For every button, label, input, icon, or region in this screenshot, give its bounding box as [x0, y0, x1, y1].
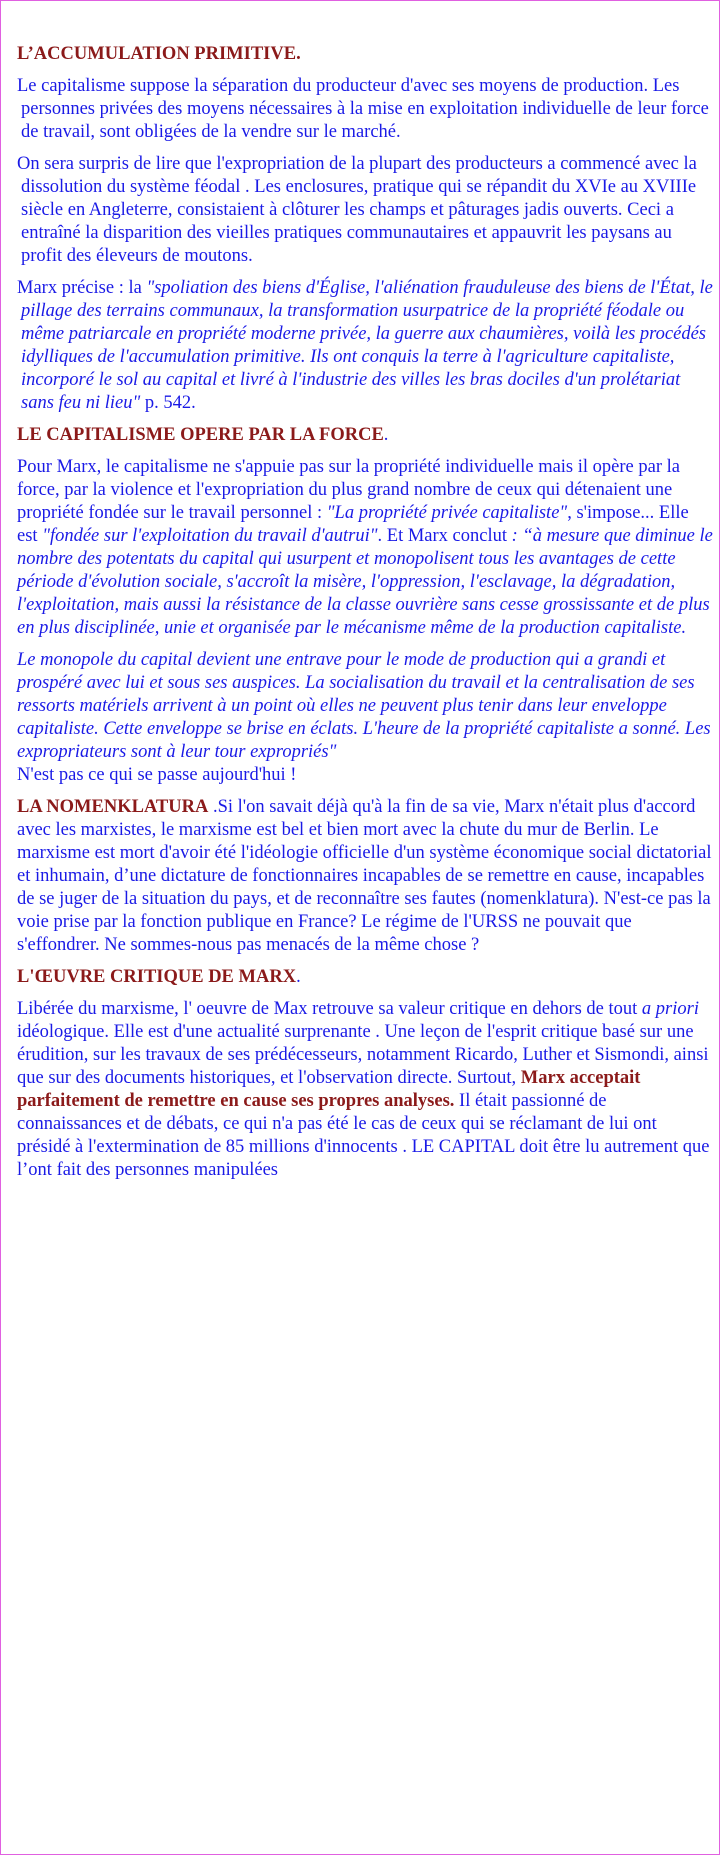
force-text-b: , s'impose... Elle est: [17, 503, 689, 546]
heading-capitalisme-force: LE CAPITALISME OPERE PAR LA FORCE.: [17, 425, 389, 445]
heading-accumulation-primitive: L’ACCUMULATION PRIMITIVE.: [17, 44, 301, 64]
paragraph-nomenklatura: [17, 796, 713, 957]
document-body: [17, 43, 713, 1191]
quote-exploitation: "fondée sur l'exploitation du travail d'autrui": [42, 526, 378, 546]
paragraph-expropriation: On sera surpris de lire que l'expropriation de la plupart des producteurs a commencé avec la dissolution du système féodal . Les enclosures, pratique qui se répandit du XVIe au XVIIIe siècle en Angleterre, consistaient à clôturer les champs et pâturages jadis ouverts. Ceci a entraîné la disparition des vieilles pratiques communautaires et appauvrit les paysans au profit des éleveurs de moutons.: [17, 154, 697, 266]
quote-conclusion: : “à mesure que diminue le nombre des potentats du capital qui usurpent et monopolisent tous les avantages de cette période d'évolution sociale, s'accroît la misère, l'oppression, l'esclavage, la dégradation, l'exploitation, mais aussi la résistance de la classe ouvrière sans cesse grossissante et de plus en plus disciplinée, unie et organisée par le mécanisme même de la production capitaliste.: [17, 526, 713, 638]
oeuvre-text-a: Libérée du marxisme, l' oeuvre de Max retrouve sa valeur critique en dehors de tout: [17, 999, 642, 1019]
paragraph-capitalisme-separation: Le capitalisme suppose la séparation du producteur d'avec ses moyens de production. Les personnes privées des moyens nécessaires à la mise en exploitation individuelle de leur force de travail, sont obligées de la vendre sur le marché.: [17, 76, 709, 142]
paragraph-oeuvre-critique: [17, 998, 713, 1182]
heading-nomenklatura: LA NOMENKLATURA: [17, 797, 209, 817]
oeuvre-text-b: idéologique. Elle est d'une actualité surprenante . Une leçon de l'esprit critique basé sur une érudition, sur les travaux de ses prédécesseurs, notamment Ricardo, Luther et Sismondi, ainsi que sur des documents historiques, et l'observation directe. Surtout,: [17, 1022, 709, 1088]
force-text-c: . Et Marx conclut: [377, 526, 512, 546]
marx-precise-lead: Marx précise : la: [17, 278, 147, 298]
aujourdhui-remark: N'est pas ce qui se passe aujourd'hui !: [17, 765, 297, 785]
oeuvre-text-c: Il était passionné de connaissances et de débats, ce qui n'a pas été le cas de ceux qui se réclamant de lui ont présidé à l'extermination de 85 millions d'innocents . LE CAPITAL doit être lu autrement que l’ont fait des personnes manipulées: [17, 1091, 710, 1180]
marx-quote-spoliation: "spoliation des biens d'Église, l'aliénation frauduleuse des biens de l'État, le pillage des terrains communaux, la transformation usurpatrice de la propriété féodale ou même patriarcale en propriété moderne privée, la guerre aux chaumières, voilà les procédés idylliques de l'accumulation primitive. Ils ont conquis la terre à l'agriculture capitaliste, incorporé le sol au capital et livré à l'industrie des villes les bras dociles d'un prolétariat sans feu ni lieu": [21, 278, 713, 413]
force-text-a: Pour Marx, le capitalisme ne s'appuie pas sur la propriété individuelle mais il opère par la force, par la violence et l'expropriation du plus grand nombre de ceux qui détenaient une propriété fondée sur le travail personnel :: [17, 457, 680, 523]
a-priori-term: a priori: [641, 999, 699, 1019]
nomenklatura-text: .Si l'on savait déjà qu'à la fin de sa vie, Marx n'était plus d'accord avec les marxistes, le marxisme est bel et bien mort avec la chute du mur de Berlin. Le marxisme est mort d'avoir été l'idéologie officielle d'un système économique social dictatorial et inhumain, d’une dictature de fonctionnaires incapables de se remettre en cause, incapables de se juger de la situation du pays, et de reconnaître ses fautes (nomenklatura). N'est-ce pas la voie prise par la fonction publique en France? Le régime de l'URSS ne pouvait que s'effondrer. Ne sommes-nous pas menacés de la même chose ?: [17, 797, 712, 955]
oeuvre-bold-statement: Marx acceptait parfaitement de remettre en cause ses propres analyses.: [17, 1068, 641, 1111]
quote-propriete-privee: "La propriété privée capitaliste": [326, 503, 568, 523]
page-reference: p. 542.: [140, 393, 196, 413]
quote-monopole: Le monopole du capital devient une entrave pour le mode de production qui a grandi et prospéré avec lui et sous ses auspices. La socialisation du travail et la centralisation de ses ressorts matériels arrivent à un point où elles ne peuvent plus tenir dans leur enveloppe capitaliste. Cette enveloppe se brise en éclats. L'heure de la propriété capitaliste a sonné. Les expropriateurs sont à leur tour expropriés": [17, 650, 711, 762]
paragraph-marx-force: [17, 456, 713, 640]
paragraph-marx-precise: [17, 277, 713, 415]
paragraph-monopole: [17, 649, 713, 787]
heading-oeuvre-critique: L'ŒUVRE CRITIQUE DE MARX.: [17, 967, 301, 987]
